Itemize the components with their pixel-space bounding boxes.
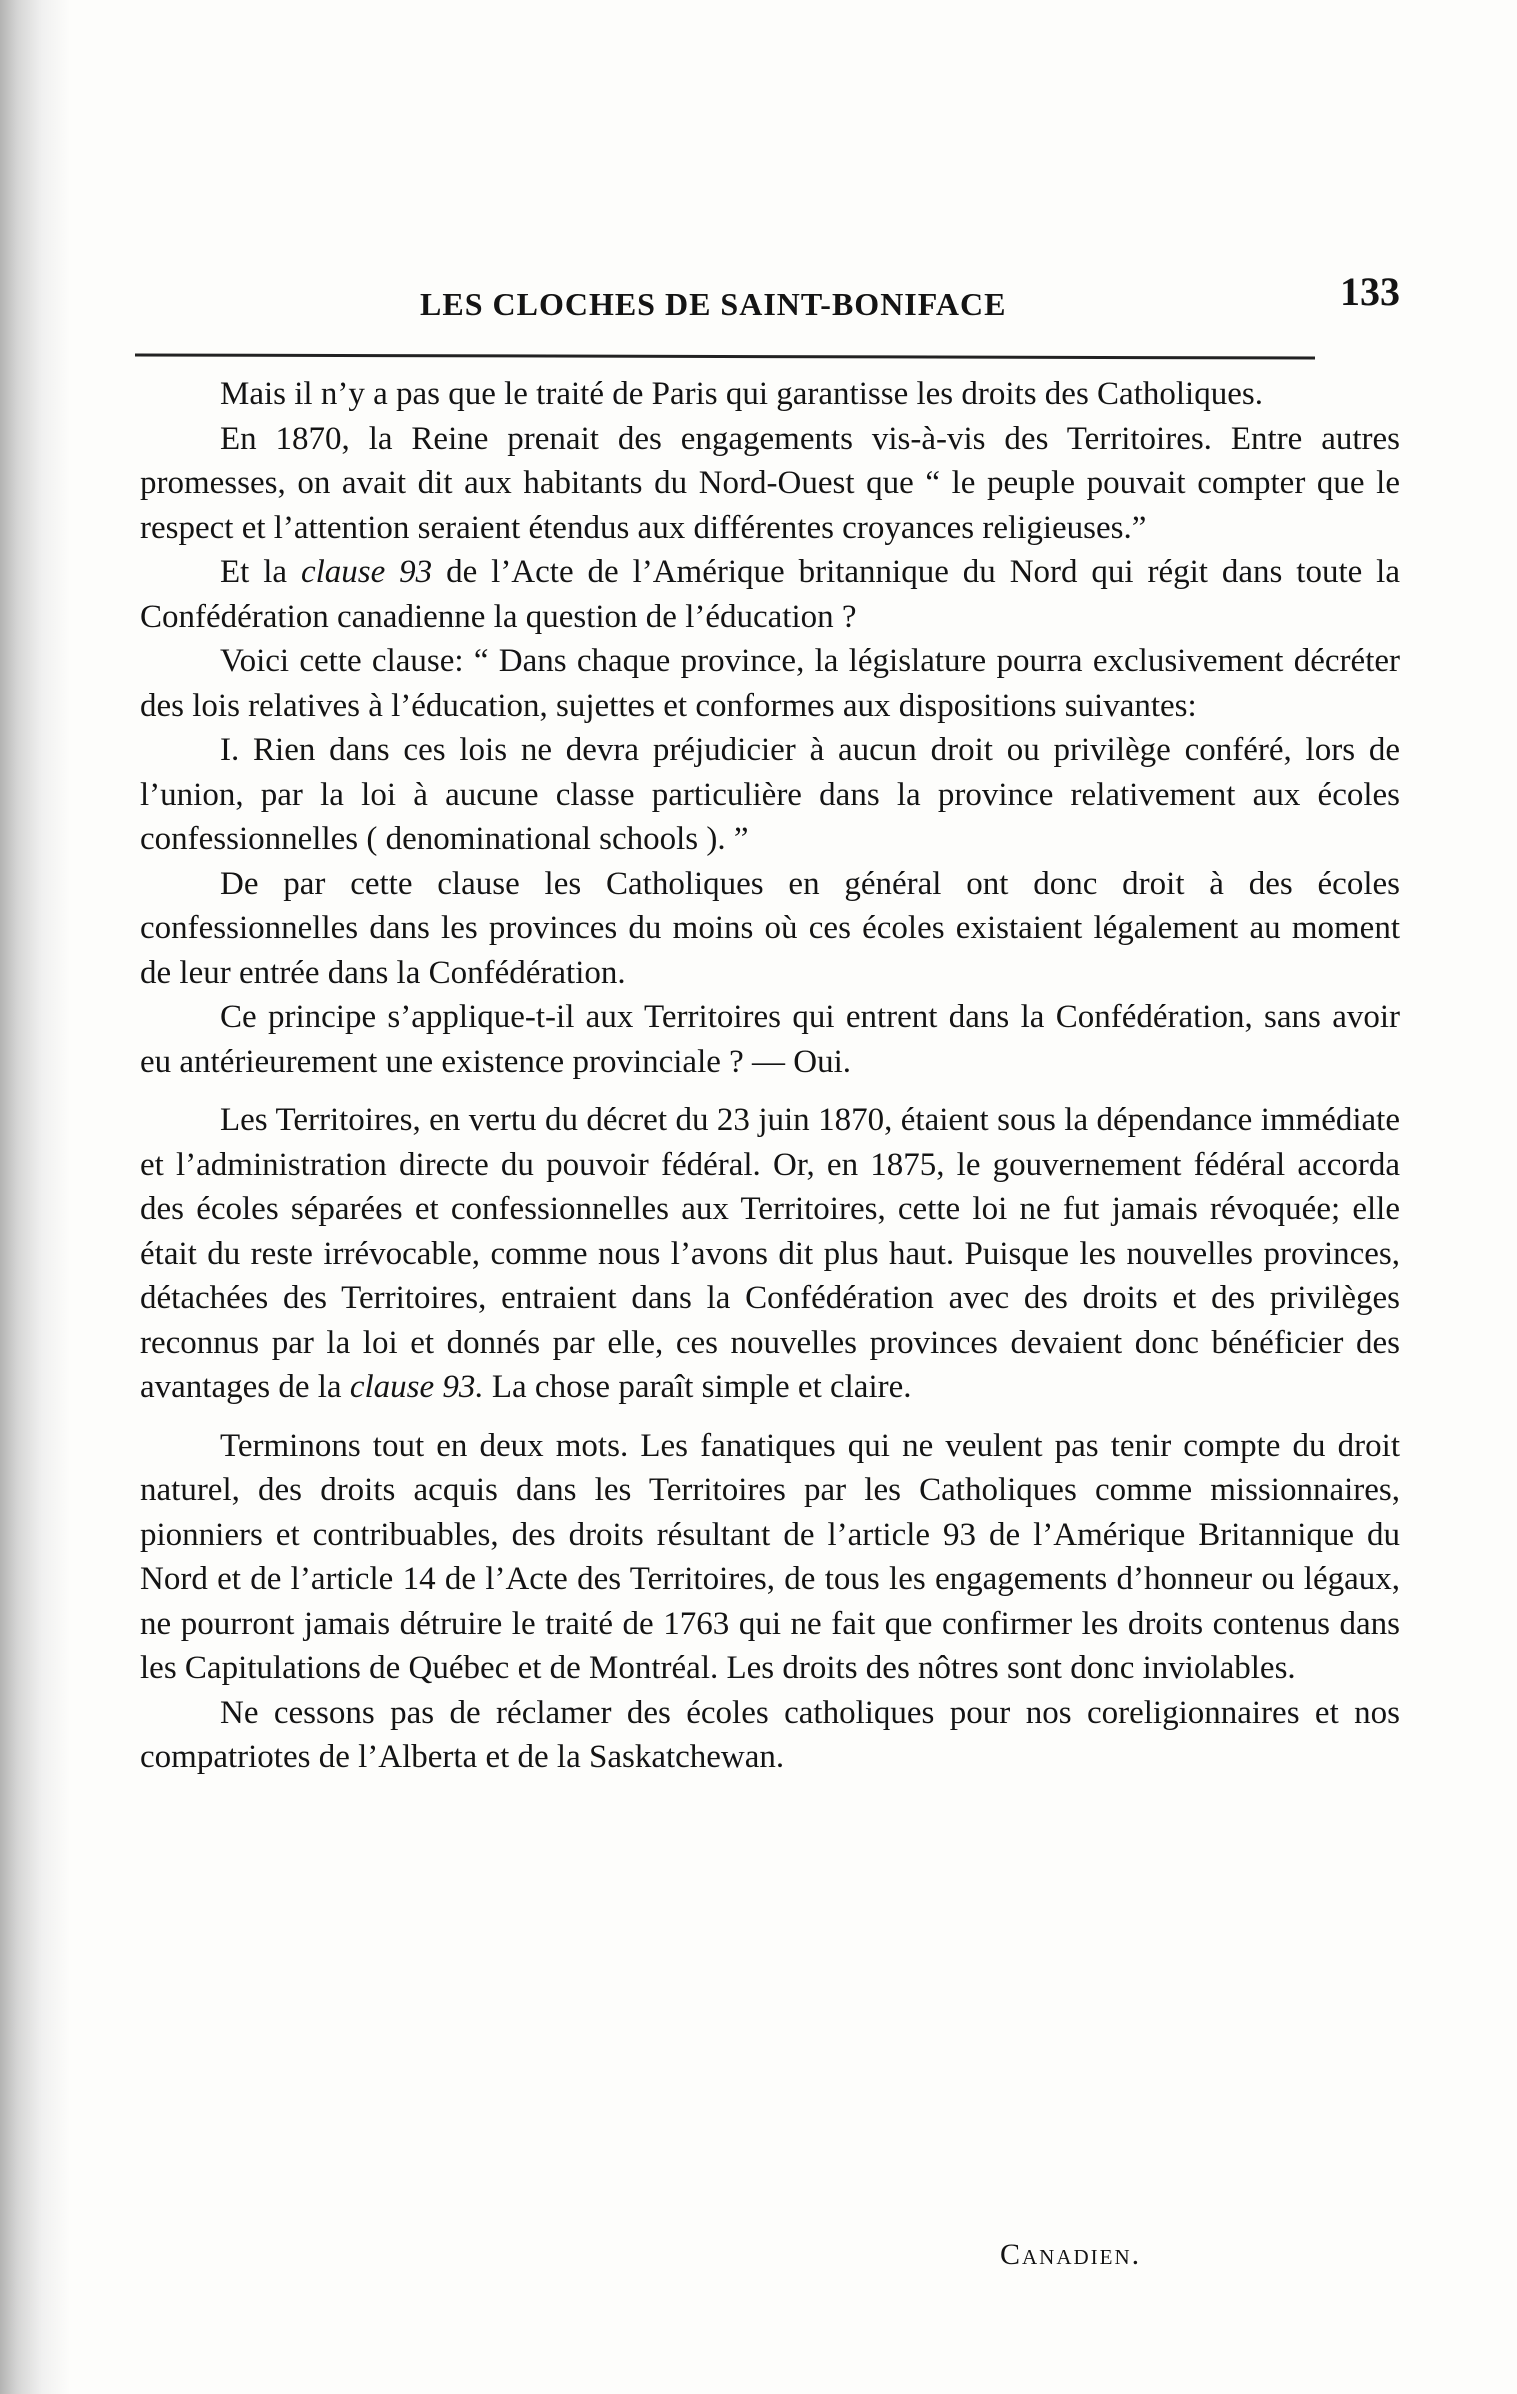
running-title: LES CLOCHES DE SAINT-BONIFACE [420, 286, 1007, 322]
paragraph-3-end: de l’Acte de l’Amérique britannique du Nord qui régit dans toute la Confédération canadienne la question de l’éducation ? [140, 554, 1400, 635]
paragraph-4: Voici cette clause: “ Dans chaque province, la législature pourra exclusivement décréter des lois relatives à l’éducation, sujettes et conformes aux dispositions suivantes: [140, 643, 1400, 724]
paragraph-8-start: Les Territoires, en vertu du décret du 23 juin 1870, étaient sous la dépendance immédiate et l’administration directe du pouvoir fédéral. Or, en 1875, le gouvernement fédéral accorda des écoles séparées et confessionnelles aux Territoires, cette loi ne fut jamais révoquée; elle était du reste irrévocable, comme nous l’avons dit plus haut. Puisque les nouvelles provinces, détachées des Territoires, entraient dans la Confédération avec des droits et des privilèges reconnus par la loi et donnés par elle, ces nouvelles provinces devaient donc bénéficier des avantages de la [140, 1102, 1400, 1405]
paragraph-10: Ne cessons pas de réclamer des écoles catholiques pour nos coreligionnaires et nos compatriotes de l’Alberta et de la Saskatchewan. [140, 1694, 1400, 1775]
paragraph-3 [140, 550, 1400, 639]
paragraph-8-end: La chose paraît simple et claire. [483, 1369, 912, 1405]
paragraph-6: De par cette clause les Catholiques en général ont donc droit à des écoles confessionnelles dans les provinces du moins où ces écoles existaient légalement au moment de leur entrée dans la Confédération. [140, 865, 1400, 991]
clause-93-italic-2: clause 93. [349, 1369, 484, 1405]
running-head [140, 268, 1400, 338]
body-text [140, 372, 1400, 1780]
signature: Canadien. [1000, 2238, 1142, 2271]
paragraph-1: Mais il n’y a pas que le traité de Paris qui garantisse les droits des Catholiques. [220, 376, 1263, 412]
page-number: 133 [1340, 269, 1400, 314]
clause-93-italic: clause 93 [300, 554, 433, 590]
clause-item-1: I. Rien dans ces lois ne devra préjudicier à aucun droit ou privilège conféré, lors de l’union, par la loi à aucune classe particulière dans la province relativement aux écoles confessionnelles ( denominational schools ). ” [140, 732, 1400, 857]
paragraph-9: Terminons tout en deux mots. Les fanatiques qui ne veulent pas tenir compte du droit naturel, des droits acquis dans les Territoires par les Catholiques comme missionnaires, pionniers et contribuables, des droits résultant de l’article 93 de l’Amérique Britannique du Nord et de l’article 14 de l’Acte des Territoires, de tous les engagements d’honneur ou légaux, ne pourront jamais détruire le traité de 1763 qui ne fait que confirmer les droits contenus dans les Capitulations de Québec et de Montréal. Les droits des nôtres sont donc inviolables. [140, 1427, 1400, 1686]
paragraph-2: En 1870, la Reine prenait des engagements vis-à-vis des Territoires. Entre autres promesses, on avait dit aux habitants du Nord-Ouest que “ le peuple pouvait compter que le respect et l’attention seraient étendus aux différentes croyances religieuses.” [140, 420, 1400, 546]
page-gutter-shadow [0, 0, 70, 2394]
paragraph-8 [140, 1098, 1400, 1410]
paragraph-7: Ce principe s’applique-t-il aux Territoires qui entrent dans la Confédération, sans avoir eu antérieurement une existence provinciale ? — Oui. [140, 999, 1400, 1080]
header-rule [135, 353, 1315, 359]
paragraph-3-start: Et la [220, 554, 301, 590]
